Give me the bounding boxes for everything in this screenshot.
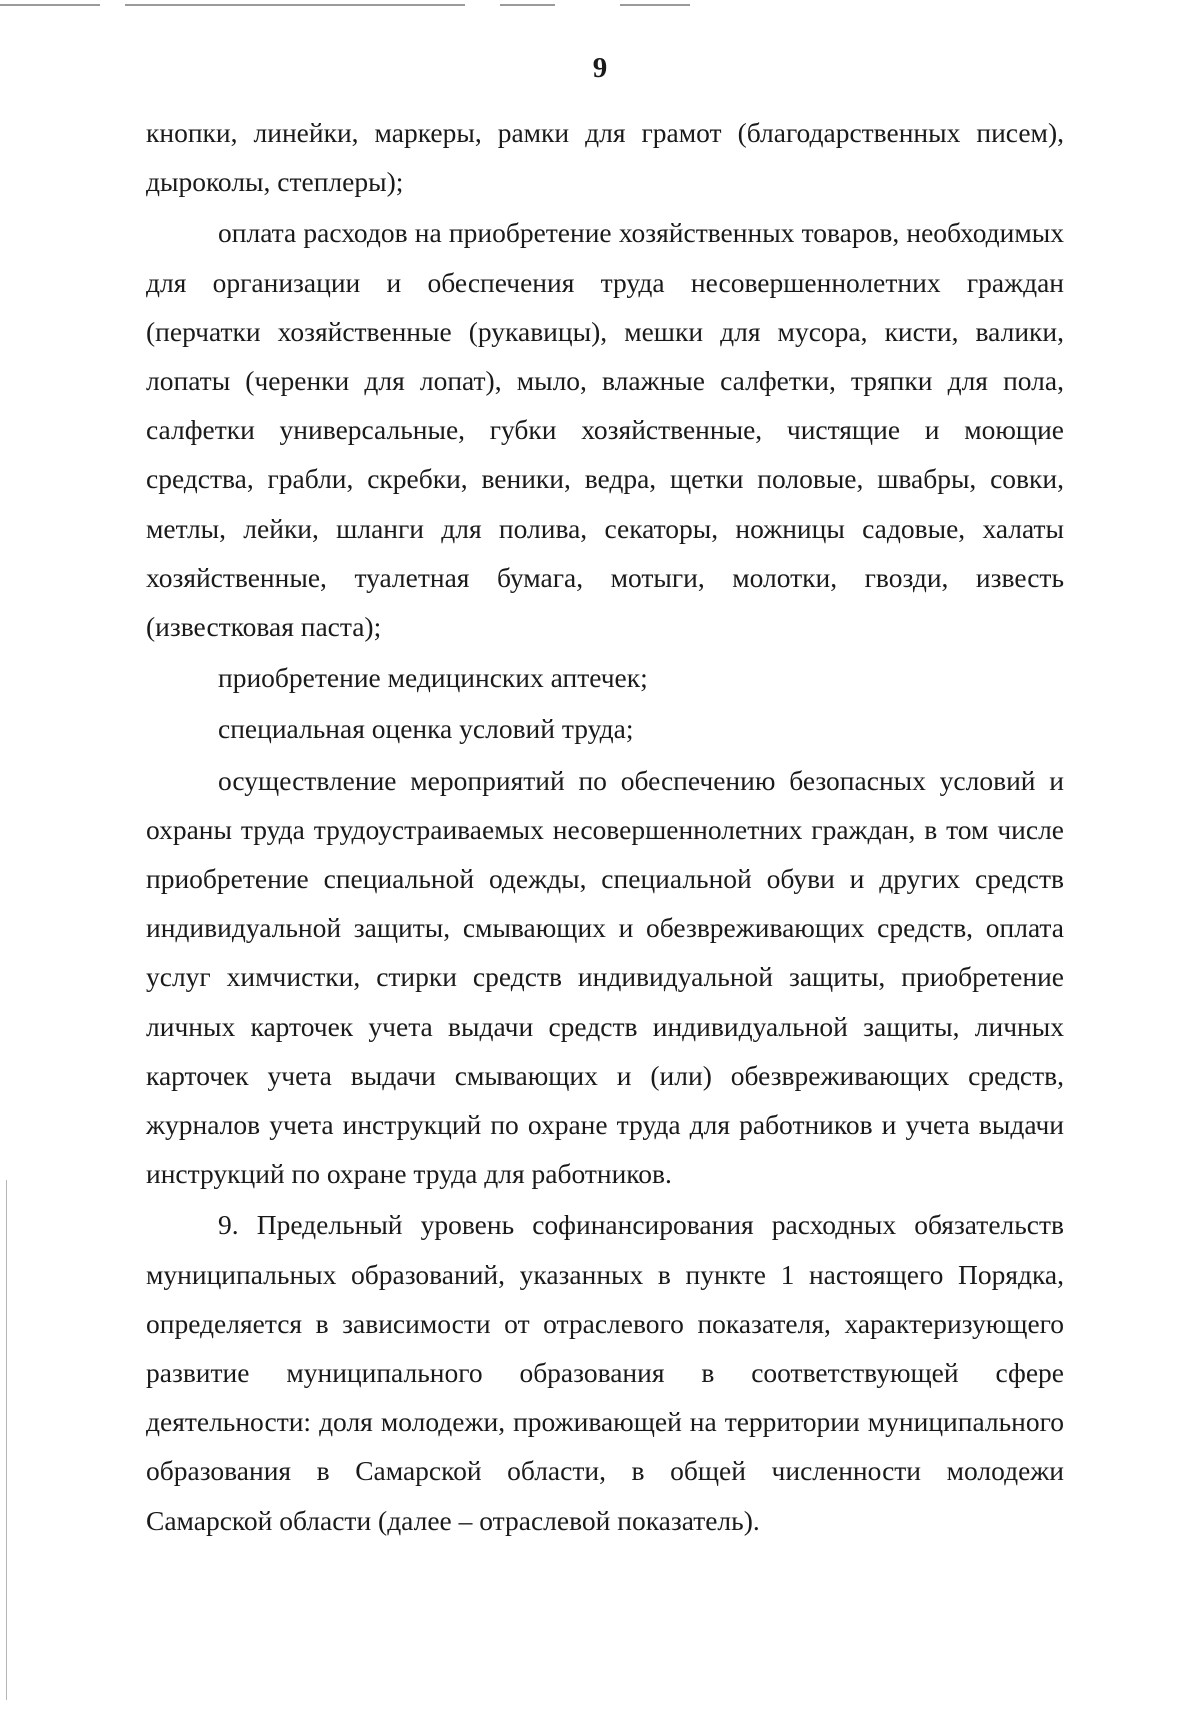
page-number: 9	[592, 52, 608, 84]
scan-edge-line	[500, 4, 555, 6]
paragraph: осуществление мероприятий по обеспечению безопасных условий и охраны труда трудоустраиваемых несовершеннолетних граждан, в том числе приобретение специальной одежды, специальной обуви и других средств индивидуальной защиты, смывающих и обезвреживающих средств, оплата услуг химчистки, стирки средств индивидуальной защиты, приобретение личных карточек учета выдачи средств индивидуальной защиты, личных карточек учета выдачи смывающих и (или) обезвреживающих средств, журналов учета инструкций по охране труда для работников и учета выдачи инструкций по охране труда для работников.	[146, 764, 1064, 1190]
document-body	[146, 108, 1064, 1545]
paragraph: 9. Предельный уровень софинансирования расходных обязательств муниципальных образований, указанных в пункте 1 настоящего Порядка, определяется в зависимости от отраслевого показателя, характеризующего развитие муниципального образования в соответствующей сфере деятельности: доля молодежи, проживающей на территории муниципального образования в Самарской области, в общей численности молодежи Самарской области (далее – отраслевой показатель).	[146, 1209, 1064, 1536]
scan-edge-line	[0, 4, 100, 6]
scan-edge-line	[125, 4, 465, 6]
paragraph: кнопки, линейки, маркеры, рамки для грамот (благодарственных писем), дыроколы, степлеры);	[146, 117, 1064, 198]
paragraph: оплата расходов на приобретение хозяйственных товаров, необходимых для организации и обеспечения труда несовершеннолетних граждан (перчатки хозяйственные (рукавицы), мешки для мусора, кисти, валики, лопаты (черенки для лопат), мыло, влажные салфетки, тряпки для пола, салфетки универсальные, губки хозяйственные, чистящие и моющие средства, грабли, скребки, веники, ведра, щетки половые, швабры, совки, метлы, лейки, шланги для полива, секаторы, ножницы садовые, халаты хозяйственные, туалетная бумага, мотыги, молотки, гвозди, известь (известковая паста);	[146, 217, 1064, 643]
paragraph: специальная оценка условий труда;	[218, 713, 634, 745]
scan-edge-line	[6, 1180, 7, 1700]
paragraph: приобретение медицинских аптечек;	[218, 662, 648, 694]
scan-edge-line	[620, 4, 690, 6]
